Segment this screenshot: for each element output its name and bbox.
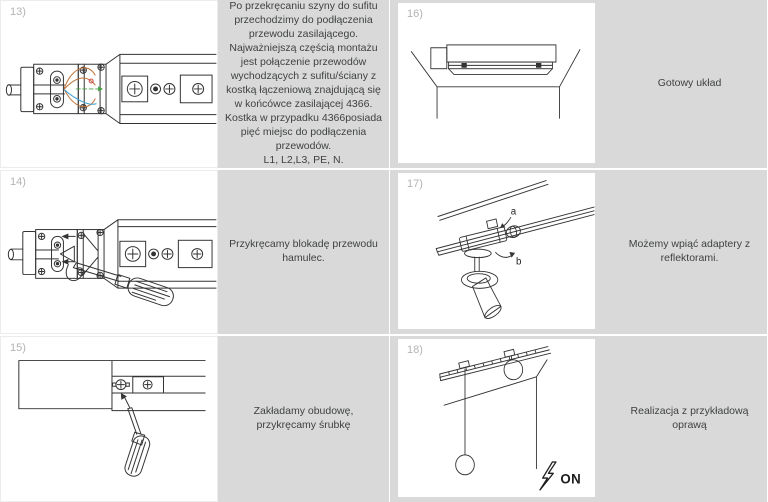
instruction-text: Możemy wpiąć adaptery z reflektorami.	[628, 238, 751, 264]
annotation-b-label: b	[516, 256, 522, 268]
figure-number-label: 13)	[10, 6, 26, 18]
instruction-text: Realizacja z przykładową oprawą	[630, 405, 749, 431]
figure-number-label: 14)	[10, 176, 26, 188]
instruction-text: Zakładamy obudowę, przykręcamy śrubkę	[253, 405, 354, 431]
figure-panel-17	[390, 170, 612, 334]
instruction-box-13	[218, 0, 389, 168]
track-power-connection-drawing	[1, 1, 217, 167]
instruction-box-16	[612, 0, 767, 168]
power-on-label: ON	[560, 471, 582, 487]
instruction-text: Po przekręcaniu szyny do sufitu przechodzimy do podłączenia przewodu zasilającego. Najważniejszą częścią montażu jest połączenie przewodów wychodzących z sufitu/ściany z kostką łączeniową znajdującą się w końcówce zasilającej 4366. Kostka w przypadku 4366posiada pięć miejsc do podłączenia przewodów.	[224, 0, 383, 152]
spotlight	[461, 249, 503, 321]
figure-number-label: 18)	[407, 344, 423, 356]
figure-panel-15	[0, 336, 218, 502]
figure-number-label: 17)	[407, 178, 423, 190]
instruction-box-15	[218, 336, 389, 502]
housing-screw	[112, 380, 129, 390]
instruction-box-18	[612, 336, 767, 502]
lightning-bolt-icon	[540, 462, 556, 490]
figure-panel-16	[390, 0, 612, 168]
terminals-text: L1, L2,L3, PE, N.	[263, 153, 344, 166]
housing-screw-drawing	[1, 337, 217, 501]
figure-panel-18	[390, 336, 612, 502]
instruction-box-14	[218, 170, 389, 334]
instruction-text: Gotowy układ	[657, 77, 722, 90]
ceiling-track-drawing	[398, 3, 595, 163]
pendant-lamp-long	[456, 361, 475, 475]
figure-number-label: 16)	[407, 8, 423, 20]
screwdriver	[73, 263, 175, 308]
figure-panel-14	[0, 170, 218, 334]
figure-number-label: 15)	[10, 342, 26, 354]
brake-lock-screwing-drawing	[1, 171, 217, 333]
annotation-a-label: a	[510, 206, 517, 218]
figure-panel-13	[0, 0, 218, 168]
instruction-box-17	[612, 170, 767, 334]
pendant-lamps-drawing	[398, 339, 595, 497]
screwdriver	[123, 408, 152, 479]
instruction-text: Przykręcamy blokadę przewodu hamulec.	[229, 238, 378, 264]
track-adapter-spotlight-drawing	[398, 173, 595, 329]
